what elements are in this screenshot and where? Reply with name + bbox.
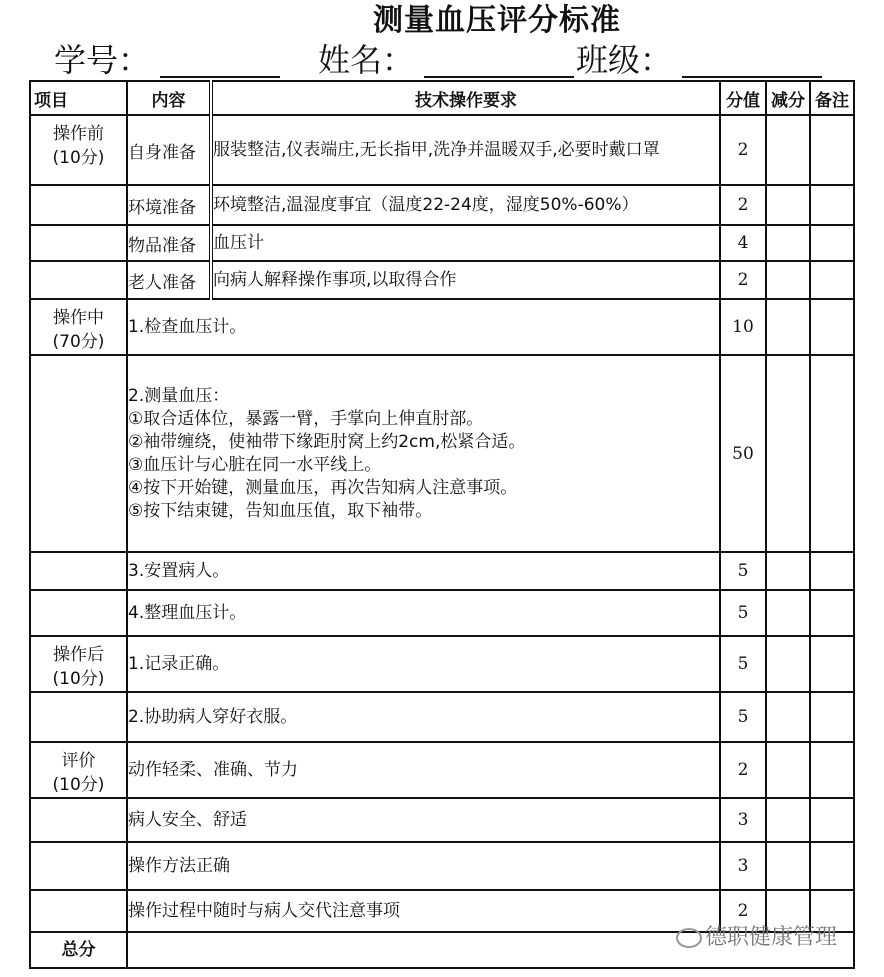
requirement-cell: 向病人解释操作事项,以取得合作 — [211, 261, 720, 299]
score-cell: 3 — [720, 842, 766, 890]
deduction-cell[interactable] — [766, 225, 810, 261]
remarks-cell[interactable] — [810, 692, 854, 742]
score-cell: 50 — [720, 355, 766, 552]
remarks-cell[interactable] — [810, 798, 854, 842]
deduction-cell[interactable] — [766, 842, 810, 890]
requirement-cell: 环境整洁,温湿度事宜（温度22-24度，湿度50%-60%） — [211, 185, 720, 225]
student-id-blank[interactable] — [160, 76, 280, 78]
score-cell: 5 — [720, 636, 766, 692]
watermark-text: 德职健康管理 — [705, 925, 838, 950]
requirement-cell: 血压计 — [211, 225, 720, 261]
section-name: 操作前 — [53, 124, 104, 144]
section-cell-empty — [30, 185, 127, 225]
section-points: (10分) — [52, 775, 105, 795]
table-row — [30, 552, 854, 590]
deduction-cell[interactable] — [766, 299, 810, 355]
header-deduction: 减分 — [766, 81, 810, 115]
section-cell-empty — [30, 842, 127, 890]
score-cell: 5 — [720, 692, 766, 742]
table-row — [30, 590, 854, 636]
header-project: 项目 — [30, 81, 127, 115]
table-row — [30, 115, 854, 185]
header-content: 内容 — [127, 81, 211, 115]
score-cell: 2 — [720, 742, 766, 798]
remarks-cell[interactable] — [810, 115, 854, 185]
deduction-cell[interactable] — [766, 355, 810, 552]
remarks-cell[interactable] — [810, 742, 854, 798]
deduction-cell[interactable] — [766, 185, 810, 225]
table-row — [30, 636, 854, 692]
table-row — [30, 842, 854, 890]
score-cell: 4 — [720, 225, 766, 261]
remarks-cell[interactable] — [810, 299, 854, 355]
score-cell: 2 — [720, 890, 766, 932]
measure-step: ⑤按下结束键，告知血压值，取下袖带。 — [128, 500, 433, 521]
measure-step: ①取合适体位，暴露一臂，手掌向上伸直肘部。 — [128, 408, 484, 429]
measure-step: ②袖带缠绕，使袖带下缘距肘窝上约2cm,松紧合适。 — [128, 431, 526, 452]
header-score: 分值 — [720, 81, 766, 115]
remarks-cell[interactable] — [810, 552, 854, 590]
section-during — [30, 299, 127, 355]
name-label: 姓名： — [318, 41, 415, 79]
deduction-cell[interactable] — [766, 261, 810, 299]
item-text: 1.检查血压计。 — [127, 299, 720, 355]
score-cell: 2 — [720, 185, 766, 225]
table-row — [30, 798, 854, 842]
score-cell: 3 — [720, 798, 766, 842]
remarks-cell[interactable] — [810, 261, 854, 299]
header-row — [30, 81, 854, 115]
name-blank[interactable] — [424, 76, 574, 78]
score-cell: 5 — [720, 590, 766, 636]
remarks-cell[interactable] — [810, 225, 854, 261]
score-cell: 10 — [720, 299, 766, 355]
section-cell-empty — [30, 890, 127, 932]
deduction-cell[interactable] — [766, 115, 810, 185]
deduction-cell[interactable] — [766, 552, 810, 590]
section-cell-empty — [30, 590, 127, 636]
page-title: 测量血压评分标准 — [373, 3, 621, 38]
deduction-cell[interactable] — [766, 692, 810, 742]
section-name: 操作中 — [53, 308, 104, 328]
remarks-cell[interactable] — [810, 590, 854, 636]
total-label: 总分 — [30, 932, 127, 968]
content-cell: 环境准备 — [127, 185, 211, 225]
score-table — [29, 80, 855, 969]
section-name: 操作后 — [53, 645, 104, 665]
measure-steps — [127, 355, 720, 552]
remarks-cell[interactable] — [810, 355, 854, 552]
section-before — [30, 115, 127, 185]
item-text: 动作轻柔、准确、节力 — [127, 742, 720, 798]
section-cell-empty — [30, 798, 127, 842]
header-requirements: 技术操作要求 — [211, 81, 720, 115]
header-remarks: 备注 — [810, 81, 854, 115]
section-evaluation — [30, 742, 127, 798]
section-points: (10分) — [52, 669, 105, 689]
watermark — [676, 924, 866, 952]
remarks-cell[interactable] — [810, 185, 854, 225]
table-row — [30, 185, 854, 225]
section-points: (10分) — [52, 148, 105, 168]
deduction-cell[interactable] — [766, 590, 810, 636]
table-row — [30, 225, 854, 261]
remarks-cell[interactable] — [810, 842, 854, 890]
item-text: 病人安全、舒适 — [127, 798, 720, 842]
deduction-cell[interactable] — [766, 742, 810, 798]
requirement-cell: 服装整洁,仪表端庄,无长指甲,洗净并温暖双手,必要时戴口罩 — [211, 115, 720, 185]
class-blank[interactable] — [682, 76, 822, 78]
wechat-icon — [676, 928, 702, 948]
item-text: 2.协助病人穿好衣服。 — [127, 692, 720, 742]
item-text: 3.安置病人。 — [127, 552, 720, 590]
measure-step: ④按下开始键，测量血压，再次告知病人注意事项。 — [128, 477, 518, 498]
deduction-cell[interactable] — [766, 798, 810, 842]
deduction-cell[interactable] — [766, 636, 810, 692]
section-cell-empty — [30, 261, 127, 299]
student-info — [0, 40, 884, 80]
score-cell: 2 — [720, 115, 766, 185]
item-text: 4.整理血压计。 — [127, 590, 720, 636]
section-cell-empty — [30, 355, 127, 552]
section-name: 评价 — [61, 751, 96, 771]
content-cell: 自身准备 — [127, 115, 211, 185]
content-cell: 物品准备 — [127, 225, 211, 261]
item-text: 1.记录正确。 — [127, 636, 720, 692]
remarks-cell[interactable] — [810, 636, 854, 692]
section-points: (70分) — [52, 332, 105, 352]
item-text: 操作过程中随时与病人交代注意事项 — [127, 890, 720, 932]
table-row — [30, 261, 854, 299]
measure-step: ③血压计与心脏在同一水平线上。 — [128, 454, 382, 475]
table-row — [30, 692, 854, 742]
table-row — [30, 355, 854, 552]
score-cell: 2 — [720, 261, 766, 299]
section-cell-empty — [30, 225, 127, 261]
table-row — [30, 742, 854, 798]
student-id-label: 学号： — [54, 41, 151, 79]
table-row — [30, 299, 854, 355]
content-cell: 老人准备 — [127, 261, 211, 299]
section-cell-empty — [30, 552, 127, 590]
class-label: 班级： — [576, 41, 673, 79]
item-text: 操作方法正确 — [127, 842, 720, 890]
section-cell-empty — [30, 692, 127, 742]
score-cell: 5 — [720, 552, 766, 590]
measure-heading: 2.测量血压： — [128, 385, 230, 406]
section-after — [30, 636, 127, 692]
